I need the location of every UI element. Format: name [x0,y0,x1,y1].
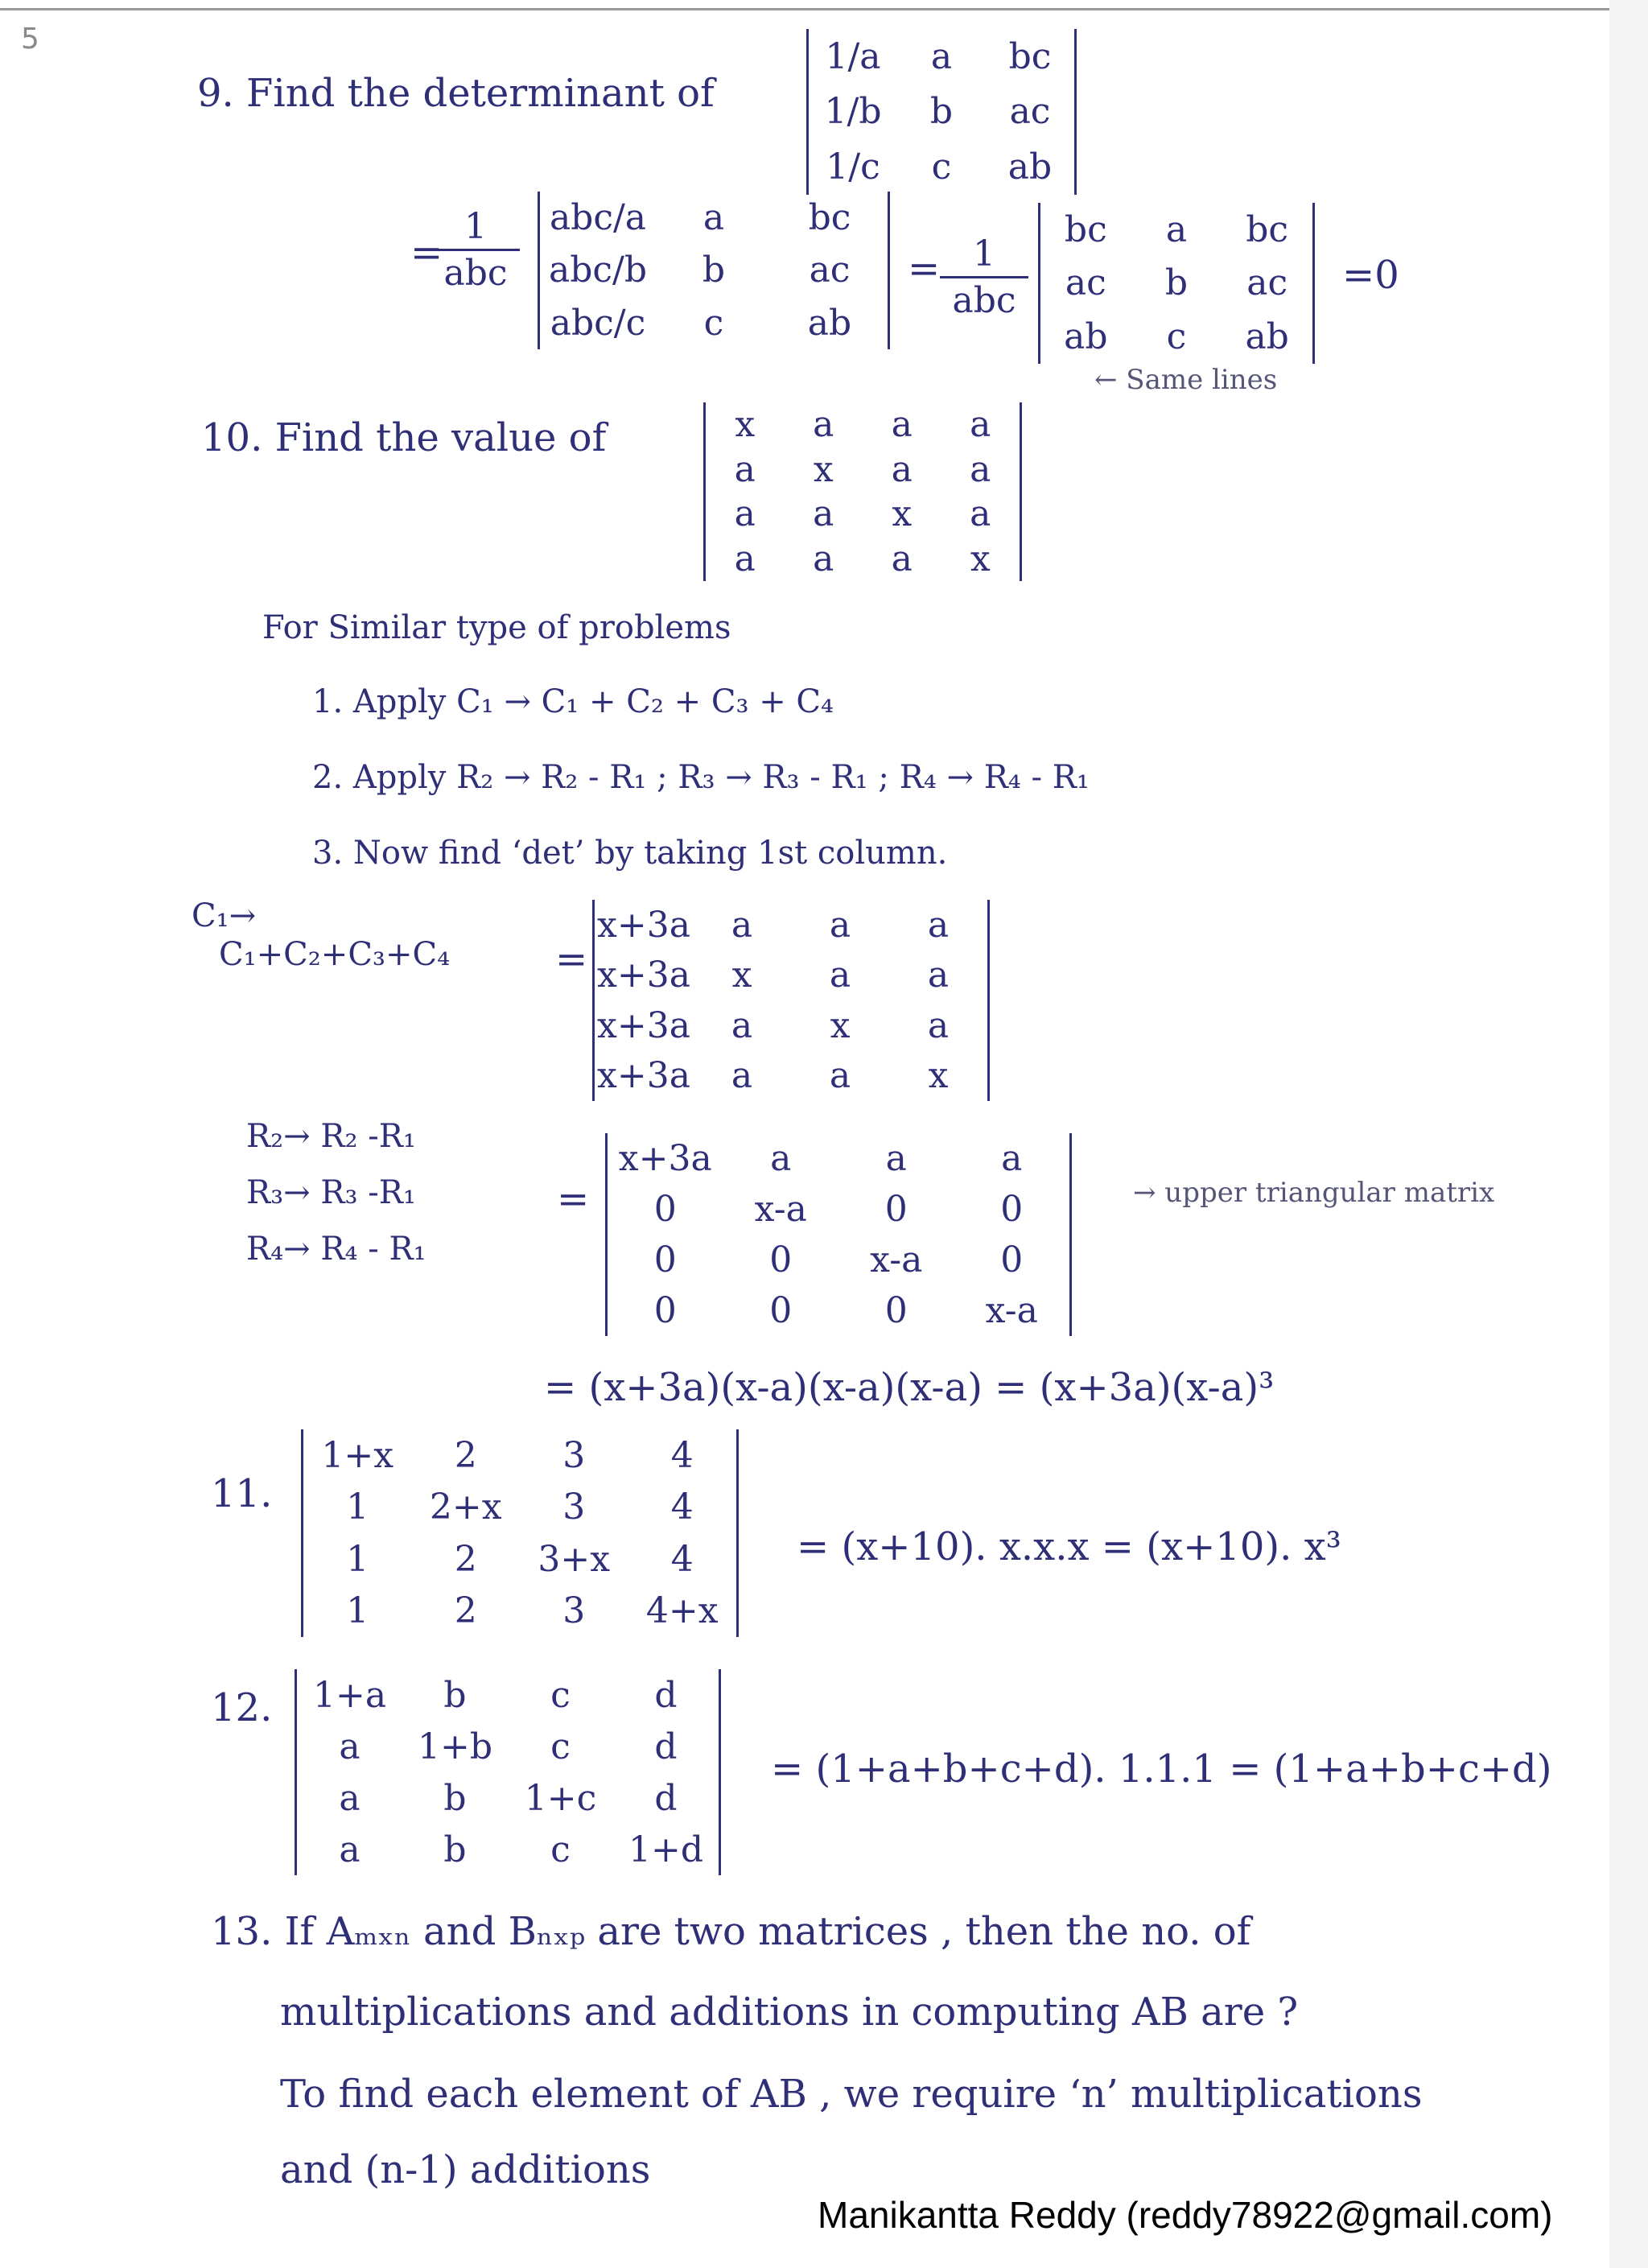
q9-matrix-cell: 1/a [825,35,881,77]
q10-matrix-a-cell: a [731,904,753,946]
q9-result: =0 [1342,253,1399,298]
q10-matrix-b-cell: x-a [985,1290,1038,1331]
q9-matrix-cells [809,29,1074,195]
q10-matrix-a-cell: x+3a [597,1004,690,1046]
q12-matrix-cell: 1+a [312,1674,387,1716]
q10-matrix-a-cells [595,900,987,1101]
q10-matrix-a-cell: a [829,904,851,946]
q10-matrix-cell: x [735,404,756,446]
q10-matrix-cell: a [813,404,834,446]
q9-fraction-2-denominator: abc [952,280,1016,321]
q10-matrix-b-cell: 0 [884,1189,908,1230]
q10-matrix-cell: a [891,448,913,490]
q11-matrix-cell: 3+x [538,1538,611,1580]
q10-step-1: 1. Apply C₁ → C₁ + C₂ + C₃ + C₄ [312,683,834,720]
q9-matrix-2-cell: b [702,249,726,291]
q9-matrix [806,29,1077,195]
q12-result: = (1+a+b+c+d). 1.1.1 = (1+a+b+c+d) [771,1746,1552,1792]
q10-matrix-cell: a [970,493,991,535]
q12-matrix-cell: b [443,1777,467,1819]
q10-matrix-cell: a [734,493,756,535]
q12-matrix-cell: b [443,1829,467,1870]
q12-matrix-cell: a [339,1777,360,1819]
q9-matrix-cell: bc [1008,35,1052,77]
q9-matrix-3-cell: bc [1064,208,1107,250]
q12-matrix-cell: c [550,1726,571,1767]
q10-matrix-cell: x [892,493,913,535]
q12-label: 12. [211,1685,273,1730]
q10-op2-line2: R₃→ R₃ -R₁ [246,1174,416,1211]
q9-matrix-3-cell: a [1165,208,1188,250]
q10-matrix-b-cell: 0 [653,1290,677,1331]
q9-matrix-cell: ac [1009,91,1051,133]
q9-matrix-3-cell: ab [1064,316,1108,358]
q10-matrix-cell: a [891,404,913,446]
q11-matrix-cell: 1 [346,1538,369,1580]
q9-matrix-3-cell: ab [1245,316,1289,358]
q10-matrix-b-cell: 0 [884,1290,908,1331]
q10-label: 10. Find the value of [201,415,607,460]
q11-matrix-cell: 3 [562,1590,586,1632]
q13-line-1: 13. If Aₘₓₙ and Bₙₓₚ are two matrices , then the no. of [211,1909,1251,1954]
q10-matrix-a-cell: a [829,1055,851,1097]
q10-op2-line3: R₄→ R₄ - R₁ [246,1231,426,1268]
q10-matrix-cells [706,402,1020,581]
q10-matrix-a-cell: a [829,955,851,996]
q11-matrix-cells [303,1429,736,1637]
q12-matrix-cell: d [654,1726,678,1767]
q11-matrix-cell: 4 [670,1434,694,1476]
q9-eq2: = [908,246,941,291]
q9-matrix-2-cell: abc/b [548,249,648,291]
q10-op1-line1: C₁→ [192,897,257,934]
q13-line-3: To find each element of AB , we require ‘n’ multiplications [280,2072,1423,2117]
q10-matrix-cell: a [813,493,834,535]
q9-matrix-cell: b [929,91,954,133]
q10-step-3: 3. Now find ‘det’ by taking 1st column. [312,835,948,872]
q10-method-title: For Similar type of problems [262,609,731,646]
q10-matrix-a-cell: a [927,955,950,996]
q13-line-4: and (n-1) additions [280,2147,651,2192]
q9-matrix-2-cell: ab [807,302,852,344]
q10-matrix-cell: a [970,404,991,446]
q10-matrix-b [605,1133,1072,1336]
q11-matrix-cell: 4 [670,1538,694,1580]
q10-matrix-cell: a [734,538,756,579]
q9-matrix-2-cell: abc/c [550,302,646,344]
q11-matrix [301,1429,739,1637]
q10-matrix-b-cell: 0 [769,1290,793,1331]
q10-matrix-a-cell: x [830,1004,851,1046]
q10-matrix-b-cell: 0 [653,1189,677,1230]
q9-matrix-2-cell: ac [809,249,851,291]
q12-matrix-cell: a [339,1829,360,1870]
q9-matrix-2-cell: a [702,197,725,239]
q10-matrix-a-cell: a [731,1055,753,1097]
q10-op2-line1: R₂→ R₂ -R₁ [246,1118,416,1155]
q10-matrix-a-cell: x [731,955,752,996]
q12-matrix-cell: b [443,1674,467,1716]
q11-matrix-cell: 4 [670,1487,694,1528]
q10-op1-line2: C₁+C₂+C₃+C₄ [219,936,451,973]
q9-fraction-1-denominator: abc [443,253,508,294]
q9-fraction-2-numerator: 1 [940,233,1028,278]
q12-matrix-cell: d [654,1674,678,1716]
q12-matrix-cells [297,1669,719,1875]
q9-matrix-3-cell: bc [1246,208,1289,250]
q12-matrix-cell: 1+c [524,1777,597,1819]
q11-matrix-cell: 2 [454,1538,477,1580]
q10-matrix-cell: x [970,538,991,579]
q9-fraction-2 [940,233,1028,321]
scan-top-edge [0,8,1609,10]
q9-matrix-cell: 1/c [826,146,880,188]
q10-step-2: 2. Apply R₂ → R₂ - R₁ ; R₃ → R₃ - R₁ ; R₄ → R₄ - R₁ [312,759,1090,796]
q9-note: ← Same lines [1094,364,1278,396]
q9-matrix-3-cell: ac [1065,262,1106,304]
q10-result: = (x+3a)(x-a)(x-a)(x-a) = (x+3a)(x-a)³ [544,1365,1275,1410]
q10-matrix-a-cell: a [927,1004,950,1046]
q9-matrix-3-cell: b [1164,262,1189,304]
q11-matrix-cell: 1 [346,1487,369,1528]
q10-matrix-b-cell: x-a [754,1189,807,1230]
q10-matrix-cell: x [813,448,834,490]
q9-matrix-cell: a [930,35,953,77]
q10-eq-b: = [557,1177,590,1222]
q10-matrix-cell: a [891,538,913,579]
q9-matrix-2-cell: c [703,302,724,344]
scan-right-margin [1609,0,1648,2268]
q10-matrix-a-cell: a [927,904,950,946]
q9-fraction-1 [431,206,520,294]
q12-matrix-cell: c [550,1829,571,1870]
q10-matrix-b-cell: 0 [769,1239,793,1280]
author-credit: Manikantta Reddy (reddy78922@gmail.com) [818,2194,1553,2236]
q10-matrix-cell: a [734,448,756,490]
q11-matrix-cell: 2 [454,1434,477,1476]
q9-matrix-3 [1038,203,1315,364]
q9-matrix-cell: ab [1007,146,1053,188]
q9-fraction-1-numerator: 1 [431,206,520,251]
q12-matrix-cell: 1+b [417,1726,493,1767]
q10-matrix-b-cell: x-a [870,1239,923,1280]
q10-matrix-cell: a [970,448,991,490]
q11-matrix-cell: 1 [346,1590,369,1632]
q11-matrix-cell: 3 [562,1487,586,1528]
q9-matrix-2-cell: abc/a [549,197,647,239]
q9-matrix-cell: 1/b [824,91,882,133]
q10-matrix-a-cell: x+3a [597,1055,690,1097]
q12-matrix-cell: 1+d [628,1829,704,1870]
page-number: 5 [21,23,39,56]
q10-note: → upper triangular matrix [1133,1177,1495,1209]
q10-matrix-a-cell: x [928,1055,949,1097]
q9-matrix-cell: c [931,146,952,188]
q9-eq1: = [410,230,443,275]
q9-matrix-3-cell: ac [1246,262,1288,304]
q13-line-2: multiplications and additions in computing AB are ? [280,1990,1299,2035]
q10-matrix-a [592,900,990,1101]
q11-matrix-cell: 2+x [429,1487,502,1528]
q11-matrix-cell: 4+x [645,1590,719,1632]
q9-label: 9. Find the determinant of [197,71,715,116]
q9-matrix-2 [538,192,890,349]
q10-matrix-cell: a [813,538,834,579]
q10-matrix-b-cell: a [885,1138,907,1179]
q10-matrix-a-cell: x+3a [597,904,690,946]
q11-matrix-cell: 2 [454,1590,477,1632]
q11-result: = (x+10). x.x.x = (x+10). x³ [797,1524,1341,1569]
q11-matrix-cell: 1+x [321,1434,394,1476]
q10-matrix-b-cells [608,1133,1069,1336]
q11-label: 11. [211,1471,273,1516]
q11-matrix-cell: 3 [562,1434,586,1476]
q12-matrix [295,1669,721,1875]
q12-matrix-cell: a [339,1726,360,1767]
q10-matrix-b-cell: a [1001,1138,1023,1179]
q10-matrix-b-cell: x+3a [618,1138,712,1179]
q10-matrix-a-cell: x+3a [597,955,690,996]
q9-matrix-2-cell: bc [808,197,851,239]
q9-matrix-3-cells [1040,203,1312,364]
q10-matrix-b-cell: 0 [653,1239,677,1280]
q10-matrix-a-cell: a [731,1004,753,1046]
q9-matrix-3-cell: c [1166,316,1187,358]
q10-matrix [703,402,1022,581]
q12-matrix-cell: d [654,1777,678,1819]
q10-matrix-b-cell: 0 [1000,1239,1024,1280]
q10-eq-a: = [555,937,588,982]
q10-matrix-b-cell: 0 [1000,1189,1024,1230]
q12-matrix-cell: c [550,1674,571,1716]
q9-matrix-2-cells [540,192,888,349]
q10-matrix-b-cell: a [770,1138,792,1179]
